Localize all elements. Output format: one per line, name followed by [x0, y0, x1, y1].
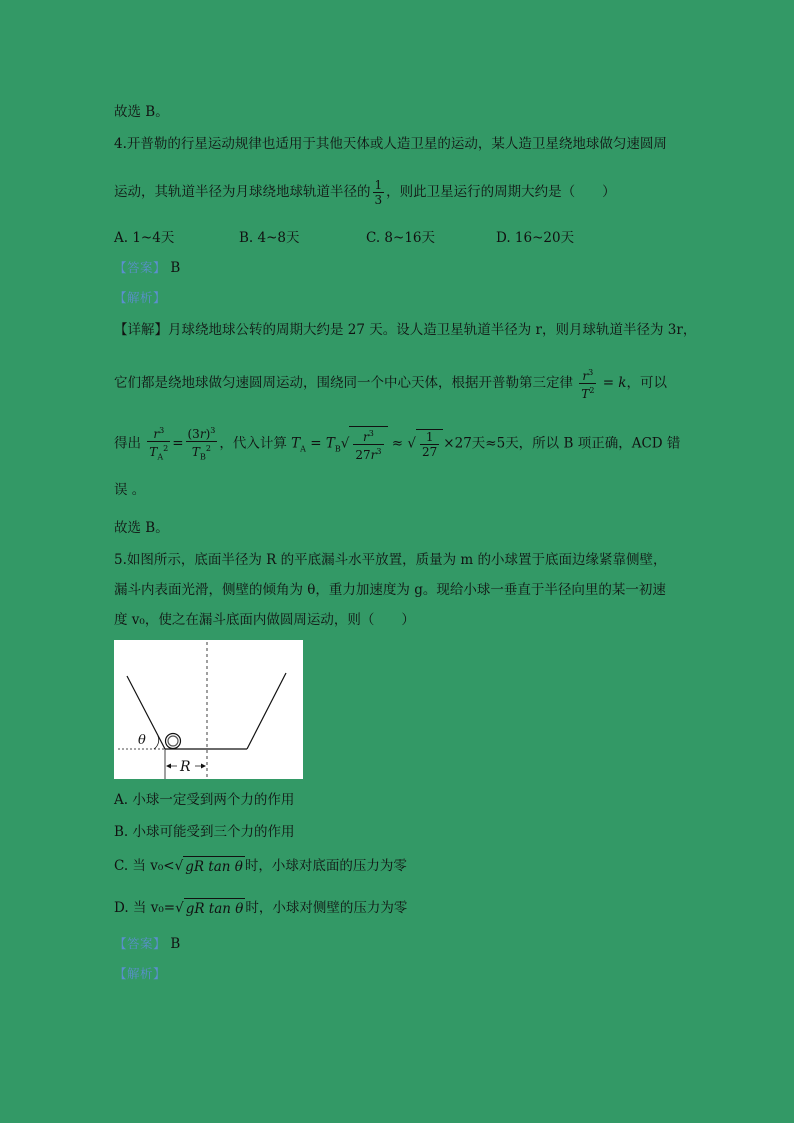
sqrt-gRtan-d: √ gR tan θ	[175, 900, 244, 917]
detail-line3-text: 得出	[114, 435, 141, 452]
q5-option-c-suffix: 时，小球对底面的压力为零	[244, 858, 407, 874]
detail-tag: 【详解】	[114, 322, 168, 338]
q5-stem-line3: 度 v₀，使之在漏斗底面内做圆周运动，则（ ）	[114, 612, 415, 628]
q4-option-d: D. 16~20天	[496, 230, 575, 246]
detail-line2-tail: ，可以	[626, 375, 667, 391]
detail-line3-tail: 天，所以 B 项正确，ACD 错	[505, 435, 681, 452]
q5-option-c-prefix: C. 当 v₀<	[114, 858, 175, 874]
q4-analysis-tag	[114, 288, 166, 308]
q4-conclusion: 故选 B。	[114, 520, 169, 536]
q4-option-b: B. 4~8天	[239, 230, 300, 246]
q5-analysis-tag	[114, 964, 166, 984]
sqrt-expression-1: √ $\frac{r^3}{27r^3}$	[341, 426, 388, 462]
sqrt-expression-2: √ $\frac{1}{27}$	[407, 429, 443, 459]
funnel-diagram	[114, 640, 303, 779]
q5-answer	[114, 934, 180, 954]
fraction-one-third: $\frac{1}{3}$	[374, 178, 383, 207]
q5-option-d-suffix: 时，小球对侧壁的压力为零	[245, 900, 408, 916]
detail-line1	[114, 320, 696, 340]
detail-line3: 得出 $\frac{r^3}{T_A^2}$ = $\frac{(3r)^3}{T_B^2}$ ，代入计算 $T_A = T_B√$ $\frac{r^3}{27r^3}$ ≈ √ $\frac{1}{27}$ ×27天≈5天，所以 B 项正确，ACD 错	[114, 424, 680, 464]
sqrt-gRtan-c: √ gR tan θ	[174, 858, 243, 875]
q4-options	[114, 228, 584, 248]
q5-option-c	[114, 856, 407, 877]
ratio-formula-right: $\frac{(3r)^3}{T_B^2}$	[187, 426, 216, 462]
q4-stem-line2	[114, 178, 616, 207]
analysis-tag-q5: 【解析】	[114, 966, 167, 981]
detail-text: 月球绕地球公转的周期大约是 27 天。设人造卫星轨道半径为 r，则月球轨道半径为 3r，	[168, 322, 697, 338]
detail-line2: 它们都是绕地球做匀速圆周运动，围绕同一个中心天体，根据开普勒第三定律 $\frac{r^3}{T^2}$ = k，可以	[114, 368, 667, 401]
detail-line4: 误 。	[114, 482, 146, 498]
radius-label: R	[180, 759, 191, 775]
answer-tag-q5: 【答案】	[114, 936, 167, 951]
q5-option-d	[114, 898, 407, 919]
radius-arrowhead-right	[201, 764, 206, 769]
q4-stem-line1: 4.开普勒的行星运动规律也适用于其他天体或人造卫星的运动，某人造卫星绕地球做匀速圆周	[114, 136, 667, 152]
kepler-formula: $\frac{r^3}{T^2}$	[581, 368, 595, 401]
q4-option-c: C. 8~16天	[366, 230, 436, 246]
q5-option-a: A. 小球一定受到两个力的作用	[114, 792, 295, 808]
radius-arrowhead-left	[166, 764, 171, 769]
q4-option-a: A. 1~4天	[114, 230, 175, 246]
q5-option-d-prefix: D. 当 v₀=	[114, 900, 176, 916]
answer-value: B	[170, 260, 181, 276]
theta-arc	[154, 736, 159, 749]
prev-conclusion: 故选 B。	[114, 104, 169, 120]
answer-tag: 【答案】	[114, 260, 167, 275]
detail-line2-text: 它们都是绕地球做匀速圆周运动，围绕同一个中心天体，根据开普勒第三定律	[114, 375, 573, 391]
theta-label: θ	[138, 733, 146, 748]
q5-option-b: B. 小球可能受到三个力的作用	[114, 824, 295, 840]
funnel-right-wall	[247, 673, 286, 749]
answer-value-q5: B	[170, 936, 181, 952]
q5-stem-line1: 5.如图所示，底面半径为 R 的平底漏斗水平放置，质量为 m 的小球置于底面边缘紧靠侧壁，	[114, 552, 667, 568]
q4-answer	[114, 258, 180, 278]
detail-line3-mid: ，代入计算	[219, 435, 287, 452]
q4-text-b: ，则此卫星运行的周期大约是（ ）	[386, 184, 616, 200]
funnel-figure	[114, 640, 303, 779]
funnel-left-wall	[127, 676, 165, 749]
analysis-tag: 【解析】	[114, 290, 167, 305]
q5-stem-line2: 漏斗内表面光滑，侧壁的倾角为 θ，重力加速度为 g。现给小球一垂直于半径向里的某一初速	[114, 582, 666, 598]
ratio-formula-left: $\frac{r^3}{T_A^2}$	[149, 426, 169, 462]
q4-text-a: 运动，其轨道半径为月球绕地球轨道半径的	[114, 184, 371, 200]
